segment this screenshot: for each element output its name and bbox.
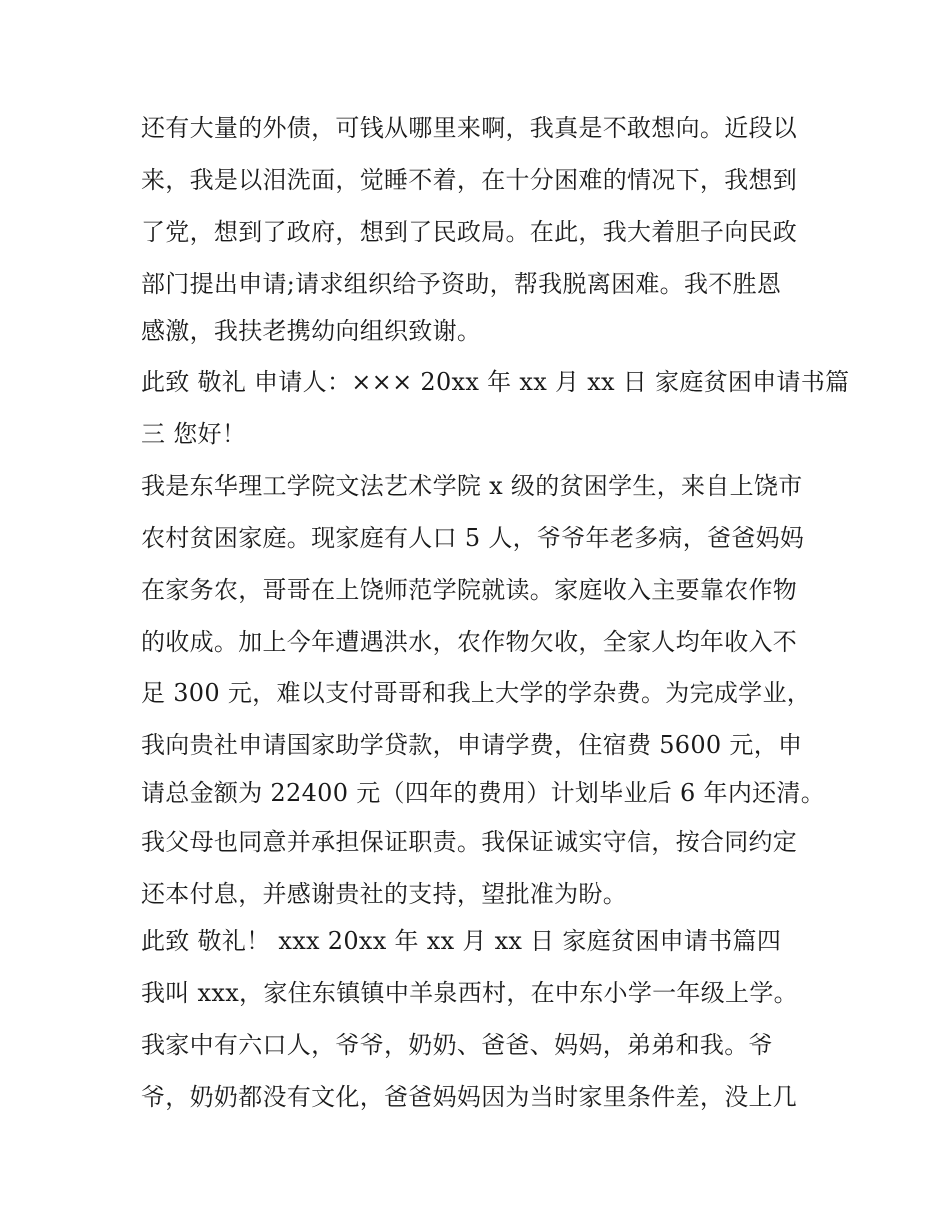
text-line: 我叫 xxx，家住东镇镇中羊泉西村，在中东小学一年级上学。 bbox=[141, 979, 798, 1007]
text-line: 请总金额为 22400 元（四年的费用）计划毕业后 6 年内还清。 bbox=[141, 779, 826, 807]
text-line: 此致 敬礼 申请人：××× 20xx 年 xx 月 xx 日 家庭贫困申请书篇 bbox=[141, 368, 850, 396]
text-line: 部门提出申请;请求组织给予资助，帮我脱离困难。我不胜恩 bbox=[141, 270, 782, 298]
text-line: 足 300 元，难以支付哥哥和我上大学的学杂费。为完成学业， bbox=[141, 679, 812, 707]
text-line: 的收成。加上今年遭遇洪水，农作物欠收，全家人均年收入不 bbox=[141, 628, 798, 656]
text-line: 在家务农，哥哥在上饶师范学院就读。家庭收入主要靠农作物 bbox=[141, 576, 798, 604]
text-line: 还本付息，并感谢贵社的支持，望批准为盼。 bbox=[141, 880, 627, 908]
text-line: 爷，奶奶都没有文化，爸爸妈妈因为当时家里条件差，没上几 bbox=[141, 1083, 798, 1111]
text-line: 农村贫困家庭。现家庭有人口 5 人，爷爷年老多病，爸爸妈妈 bbox=[141, 524, 805, 552]
text-line: 了党，想到了政府，想到了民政局。在此，我大着胆子向民政 bbox=[141, 218, 798, 246]
text-line: 感激，我扶老携幼向组织致谢。 bbox=[141, 317, 482, 345]
text-line: 三 您好！ bbox=[141, 420, 247, 448]
text-line: 来，我是以泪洗面，觉睡不着，在十分困难的情况下，我想到 bbox=[141, 166, 798, 194]
text-line: 我是东华理工学院文法艺术学院 x 级的贫困学生，来自上饶市 bbox=[141, 472, 803, 500]
text-line: 我家中有六口人，爷爷，奶奶、爸爸、妈妈，弟弟和我。爷 bbox=[141, 1031, 773, 1059]
text-line: 我父母也同意并承担保证职责。我保证诚实守信，按合同约定 bbox=[141, 828, 798, 856]
text-line: 还有大量的外债，可钱从哪里来啊，我真是不敢想向。近段以 bbox=[141, 114, 798, 142]
text-line: 此致 敬礼！ xxx 20xx 年 xx 月 xx 日 家庭贫困申请书篇四 bbox=[141, 927, 782, 955]
text-line: 我向贵社申请国家助学贷款，申请学费，住宿费 5600 元，申 bbox=[141, 731, 803, 759]
